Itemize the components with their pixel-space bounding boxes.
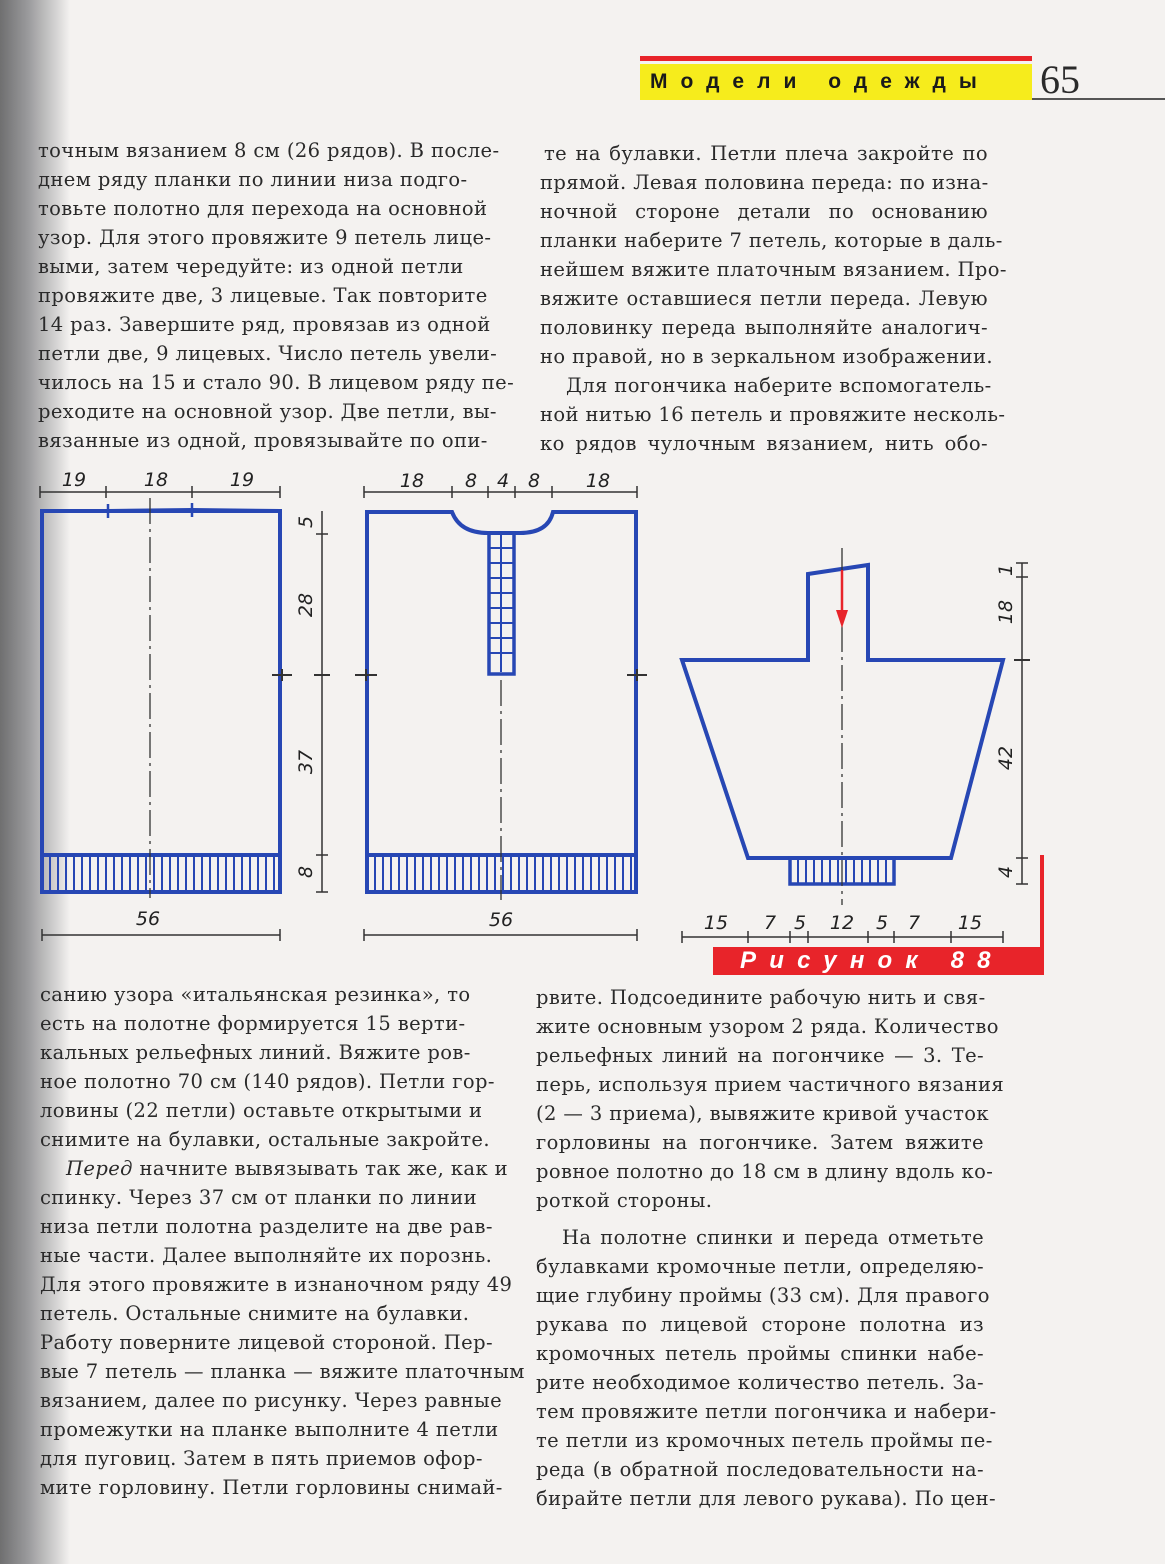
text-line: товьте полотно для перехода на основной <box>38 197 488 220</box>
text-line: ко рядов чулочным вязанием, нить обо- <box>540 432 988 455</box>
dim-label: 5 <box>875 912 889 934</box>
dim-label: 18 <box>143 469 169 491</box>
text-line: роткой стороны. <box>536 1189 713 1212</box>
page-number: 65 <box>1040 57 1080 102</box>
dim-label: 12 <box>829 912 855 934</box>
text-line: реда (в обратной последовательности на- <box>536 1458 984 1481</box>
text-line: провяжите две, 3 лицевые. Так повторите <box>38 284 488 307</box>
text-line: бирайте петли для левого рукава). По цен- <box>536 1487 996 1510</box>
dim-label: 8 <box>527 470 541 492</box>
text-line: для пуговиц. Затем в пять приемов офор- <box>40 1447 483 1470</box>
dim-label: 7 <box>907 912 921 934</box>
text-line: Для этого провяжите в изнаночном ряду 49 <box>40 1273 513 1296</box>
text-line: перь, используя прием частичного вязания <box>536 1073 1005 1096</box>
dim-label: 4 <box>496 470 510 492</box>
text-line: ночной стороне детали по основанию <box>540 200 988 223</box>
text-line: спинку. Через 37 см от планки по линии <box>40 1186 477 1209</box>
text-line: вяжите оставшиеся петли переда. Левую <box>540 287 988 310</box>
text-line: Для погончика наберите вспомогатель- <box>566 374 992 397</box>
front-pattern <box>355 470 647 941</box>
text-line: рукава по лицевой стороне полотна из <box>536 1313 984 1336</box>
text-line: ное полотно 70 см (140 рядов). Петли гор- <box>40 1070 495 1093</box>
back-ribbing <box>50 856 274 891</box>
text-line: рвите. Подсоедините рабочую нить и свя- <box>536 986 986 1009</box>
text-line: санию узора «итальянская резинка», то <box>40 983 471 1006</box>
dim-label: 1 <box>995 563 1017 577</box>
text-line: ные части. Далее выполняйте их порознь. <box>40 1244 493 1267</box>
text-line: те на булавки. Петли плеча закройте по <box>544 142 988 165</box>
text-line: ровное полотно до 18 см в длину вдоль ко- <box>536 1160 994 1183</box>
text-line: мите горловину. Петли горловины снимай- <box>40 1476 503 1499</box>
text-line: чилось на 15 и стало 90. В лицевом ряду пе- <box>38 371 515 394</box>
text-line: тем провяжите петли погончика и набери- <box>536 1400 997 1423</box>
text-line: вязанные из одной, провязывайте по опи- <box>38 429 488 452</box>
text-column-bottom-right <box>536 983 1005 1513</box>
text-line: петель. Остальные снимите на булавки. <box>40 1302 470 1325</box>
text-line: промежутки на планке выполните 4 петли <box>40 1418 499 1441</box>
text-column-top-left <box>38 136 515 455</box>
text-line: рельефных линий на погончике — 3. Те- <box>536 1044 984 1067</box>
text-line: прямой. Левая половина переда: по изна- <box>540 171 989 194</box>
dim-label: 56 <box>135 908 161 930</box>
section-title: Модели одежды <box>650 70 990 93</box>
figure-label: Рисунок 88 <box>740 947 1004 974</box>
dim-label: 18 <box>995 599 1017 625</box>
text-line: реходите на основной узор. Две петли, вы- <box>38 400 497 423</box>
dim-label: 15 <box>703 912 729 934</box>
dim-label: 56 <box>488 909 514 931</box>
dim-label: 8 <box>464 470 478 492</box>
text-line: На полотне спинки и переда отметьте <box>562 1226 984 1249</box>
dim-label: 8 <box>295 865 317 879</box>
dim-label: 18 <box>585 470 611 492</box>
dim-label: 4 <box>995 865 1017 879</box>
text-line: узор. Для этого провяжите 9 петель лице- <box>38 226 492 249</box>
text-line: вые 7 петель — планка — вяжите платочным <box>40 1360 525 1383</box>
text-line: рите необходимое количество петель. За- <box>536 1371 984 1394</box>
dim-label: 42 <box>995 745 1017 771</box>
dim-label: 19 <box>61 469 87 491</box>
text-line: ной нитью 16 петель и провяжите несколь- <box>540 403 1006 426</box>
text-line: петли две, 9 лицевых. Число петель увели- <box>38 342 498 365</box>
text-line: жите основным узором 2 ряда. Количество <box>536 1015 999 1038</box>
dim-label: 7 <box>763 912 777 934</box>
text-line: вязанием, далее по рисунку. Через равные <box>40 1389 503 1412</box>
dim-label: 5 <box>295 515 317 529</box>
text-line: точным вязанием 8 см (26 рядов). В после- <box>38 139 500 162</box>
dim-label: 28 <box>295 592 317 618</box>
back-pattern <box>40 469 330 941</box>
text-line: кромочных петель проймы спинки набе- <box>536 1342 984 1365</box>
text-line: (2 — 3 приема), вывяжите кривой участок <box>536 1102 989 1125</box>
text-line: нейшем вяжите платочным вязанием. Про- <box>540 258 1007 281</box>
dim-label: 37 <box>295 749 317 775</box>
text-line: днем ряду планки по линии низа подго- <box>38 168 468 191</box>
text-line: горловины на погончике. Затем вяжите <box>536 1131 984 1154</box>
text-line: снимите на булавки, остальные закройте. <box>40 1128 490 1151</box>
dim-label: 19 <box>229 469 255 491</box>
dim-label: 18 <box>399 470 425 492</box>
text-column-top-right <box>540 139 1007 458</box>
text-line: выми, затем чередуйте: из одной петли <box>38 255 464 278</box>
text-line: Работу поверните лицевой стороной. Пер- <box>40 1331 493 1354</box>
front-ribbing <box>375 856 631 891</box>
text-line: но правой, но в зеркальном изображении. <box>540 345 993 368</box>
text-line <box>40 1154 509 1183</box>
text-line: ловины (22 петли) оставьте открытыми и <box>40 1099 483 1122</box>
text-line: те петли из кромочных петель проймы пе- <box>536 1429 993 1452</box>
text-line: есть на полотне формируется 15 верти- <box>40 1012 466 1035</box>
text-line: планки наберите 7 петель, которые в даль- <box>540 229 1003 252</box>
front-rest: начните вывязывать так же, как и <box>132 1157 509 1180</box>
text-line: половинку переда выполняйте аналогич- <box>540 316 988 339</box>
sleeve-pattern <box>682 548 1030 943</box>
dim-label: 5 <box>793 912 807 934</box>
text-line: кальных рельефных линий. Вяжите ров- <box>40 1041 471 1064</box>
dim-label: 15 <box>957 912 983 934</box>
header-red-bar <box>640 56 1032 61</box>
text-line: низа петли полотна разделите на две рав- <box>40 1215 493 1238</box>
direction-arrow-icon <box>836 610 848 628</box>
text-line: булавками кромочные петли, определяю- <box>536 1255 984 1278</box>
figure-88-patterns <box>0 455 1165 985</box>
text-line: щие глубину проймы (33 см). Для правого <box>536 1284 990 1307</box>
front-word: Перед <box>66 1157 133 1180</box>
text-line: 14 раз. Завершите ряд, провязав из одной <box>38 313 491 336</box>
text-column-bottom-left <box>40 980 525 1502</box>
